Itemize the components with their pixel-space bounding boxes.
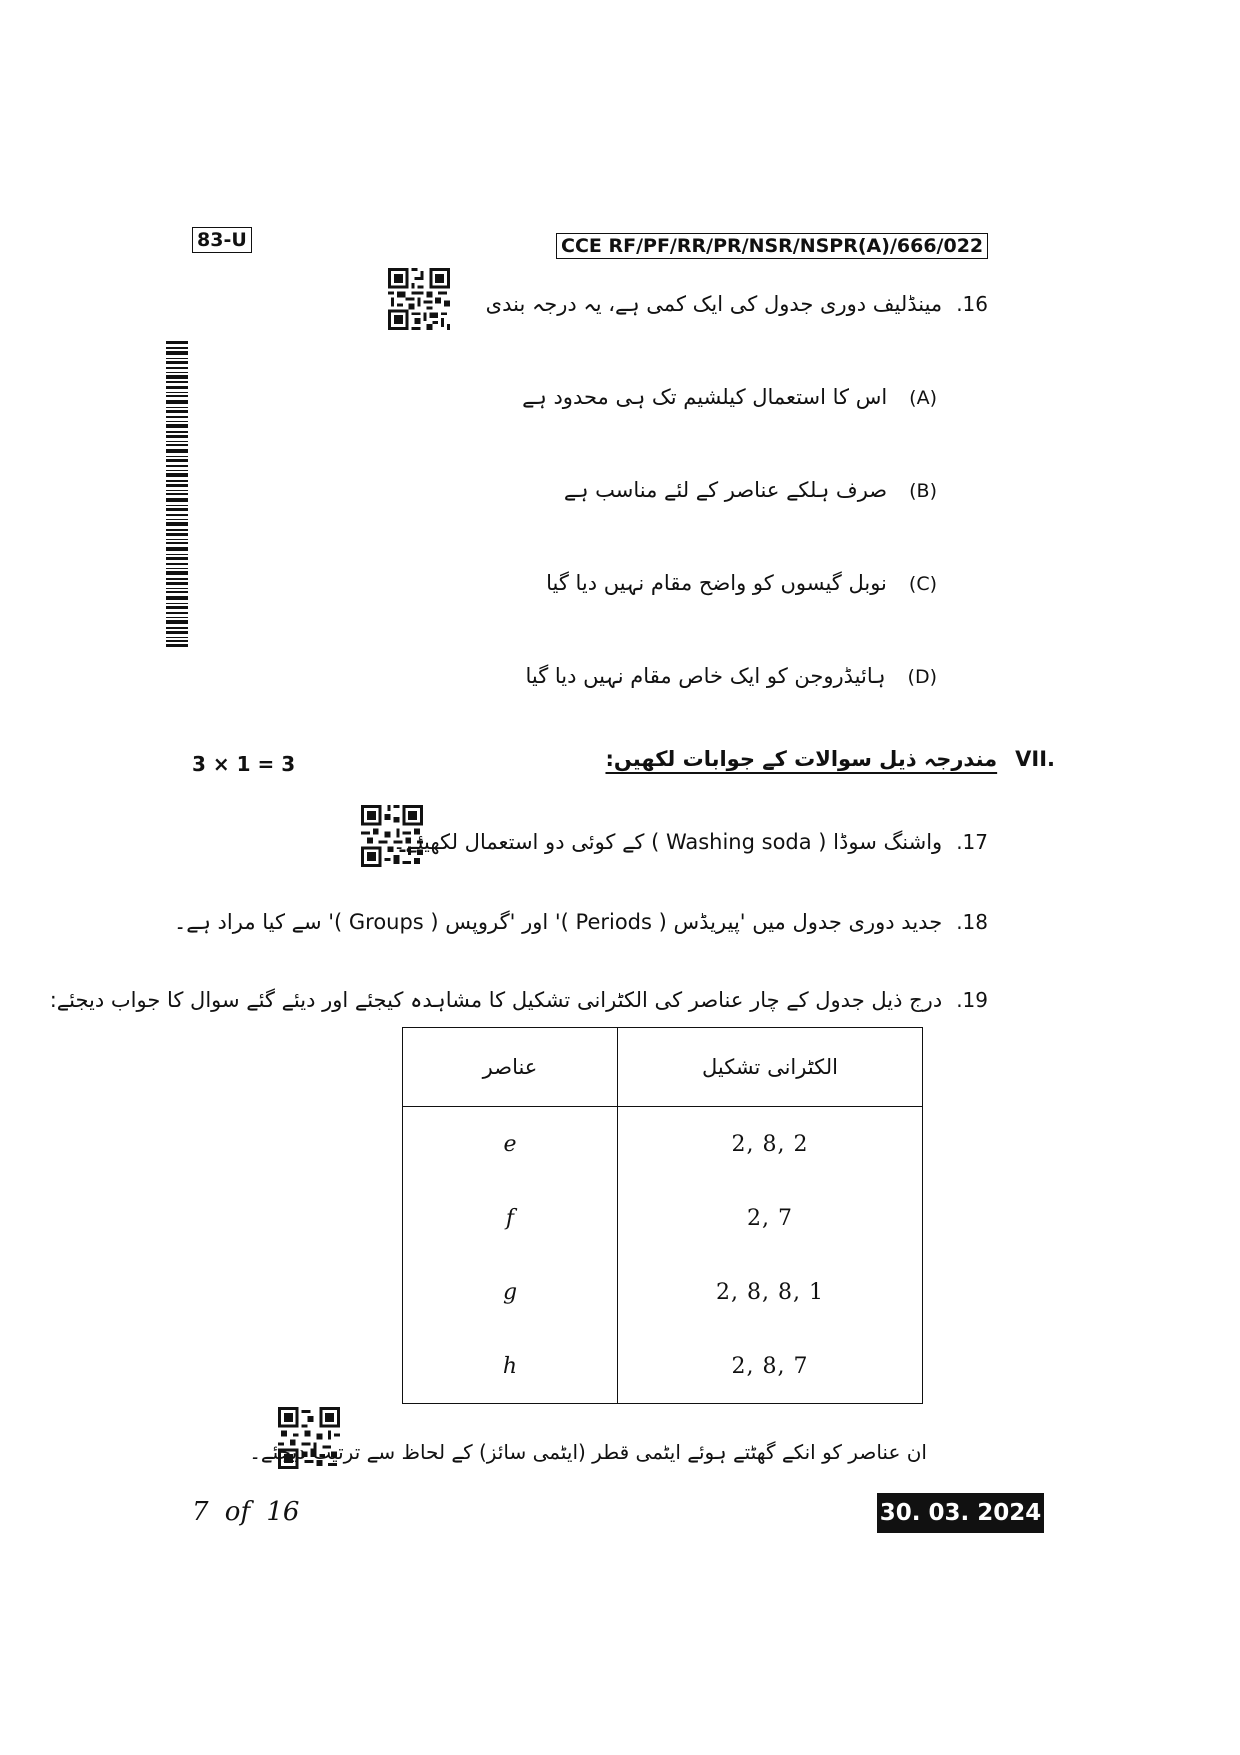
electronic-configuration-table bbox=[402, 1027, 923, 1404]
page-number: 7 of 16 bbox=[192, 1497, 300, 1527]
question-text: مینڈلیف دوری جدول کی ایک کمی ہے، یہ درجہ بندی bbox=[485, 292, 943, 316]
option-text: اس کا استعمال کیلشیم تک ہی محدود ہے bbox=[522, 385, 888, 409]
option-text: صرف ہلکے عناصر کے لئے مناسب ہے bbox=[563, 478, 888, 502]
option-d[interactable] bbox=[525, 664, 937, 688]
table-row bbox=[403, 1107, 923, 1182]
option-text: ہائیڈروجن کو ایک خاص مقام نہیں دیا گیا bbox=[525, 664, 886, 688]
configuration-cell: 2, 7 bbox=[618, 1181, 923, 1255]
question-number: .18 bbox=[956, 910, 988, 934]
option-text: نوبل گیسوں کو واضح مقام نہیں دیا گیا bbox=[546, 571, 887, 595]
option-a[interactable] bbox=[522, 385, 937, 409]
section-marks: 3 × 1 = 3 bbox=[192, 752, 296, 776]
paper-code: 83-U bbox=[192, 227, 252, 253]
element-cell: e bbox=[403, 1107, 618, 1182]
question-16 bbox=[486, 292, 988, 316]
question-number: .17 bbox=[956, 830, 988, 854]
question-17 bbox=[393, 830, 988, 854]
configuration-cell: 2, 8, 2 bbox=[618, 1107, 923, 1182]
element-cell: g bbox=[403, 1255, 618, 1329]
question-19 bbox=[50, 988, 988, 1012]
exam-date-badge: 30. 03. 2024 bbox=[877, 1493, 1044, 1533]
column-header-configuration: الکٹرانی تشکیل bbox=[618, 1028, 923, 1107]
table-row bbox=[403, 1255, 923, 1329]
exam-code: CCE RF/PF/RR/PR/NSR/NSPR(A)/666/022 bbox=[556, 233, 988, 259]
option-label: (D) bbox=[907, 666, 937, 688]
question-number: .19 bbox=[956, 988, 988, 1012]
configuration-cell: 2, 8, 8, 1 bbox=[618, 1255, 923, 1329]
question-text: جدید دوری جدول میں 'پیریڈس ( Periods )' اور 'گروپس ( Groups )' سے کیا مراد ہے۔ bbox=[173, 910, 943, 934]
option-label: (B) bbox=[909, 480, 937, 502]
table-row bbox=[403, 1181, 923, 1255]
table-header-row bbox=[403, 1028, 923, 1107]
option-b[interactable] bbox=[564, 478, 937, 502]
element-cell: h bbox=[403, 1329, 618, 1404]
question-number: .16 bbox=[956, 292, 988, 316]
barcode-icon bbox=[166, 341, 188, 647]
question-19-instruction: ان عناصر کو انکے گھٹتے ہوئے ایٹمی قطر (ایٹمی سائز) کے لحاظ سے ترتیب دیجئے۔ bbox=[249, 1440, 927, 1464]
configuration-cell: 2, 8, 7 bbox=[618, 1329, 923, 1404]
section-heading bbox=[605, 747, 1055, 771]
option-label: (C) bbox=[908, 573, 937, 595]
table-row bbox=[403, 1329, 923, 1404]
qr-code-icon bbox=[388, 268, 450, 330]
question-text: درج ذیل جدول کے چار عناصر کی الکٹرانی تشکیل کا مشاہدہ کیجئے اور دیئے گئے سوال کا جواب دیجئے: bbox=[49, 988, 943, 1012]
section-number: VII. bbox=[1015, 747, 1055, 771]
question-text: واشنگ سوڈا ( Washing soda ) کے کوئی دو استعمال لکھیئے۔ bbox=[393, 830, 943, 854]
question-18 bbox=[174, 910, 988, 934]
option-label: (A) bbox=[909, 387, 937, 409]
element-cell: f bbox=[403, 1181, 618, 1255]
option-c[interactable] bbox=[546, 571, 937, 595]
section-title: مندرجہ ذیل سوالات کے جوابات لکھیں: bbox=[605, 747, 998, 771]
column-header-element: عناصر bbox=[403, 1028, 618, 1107]
